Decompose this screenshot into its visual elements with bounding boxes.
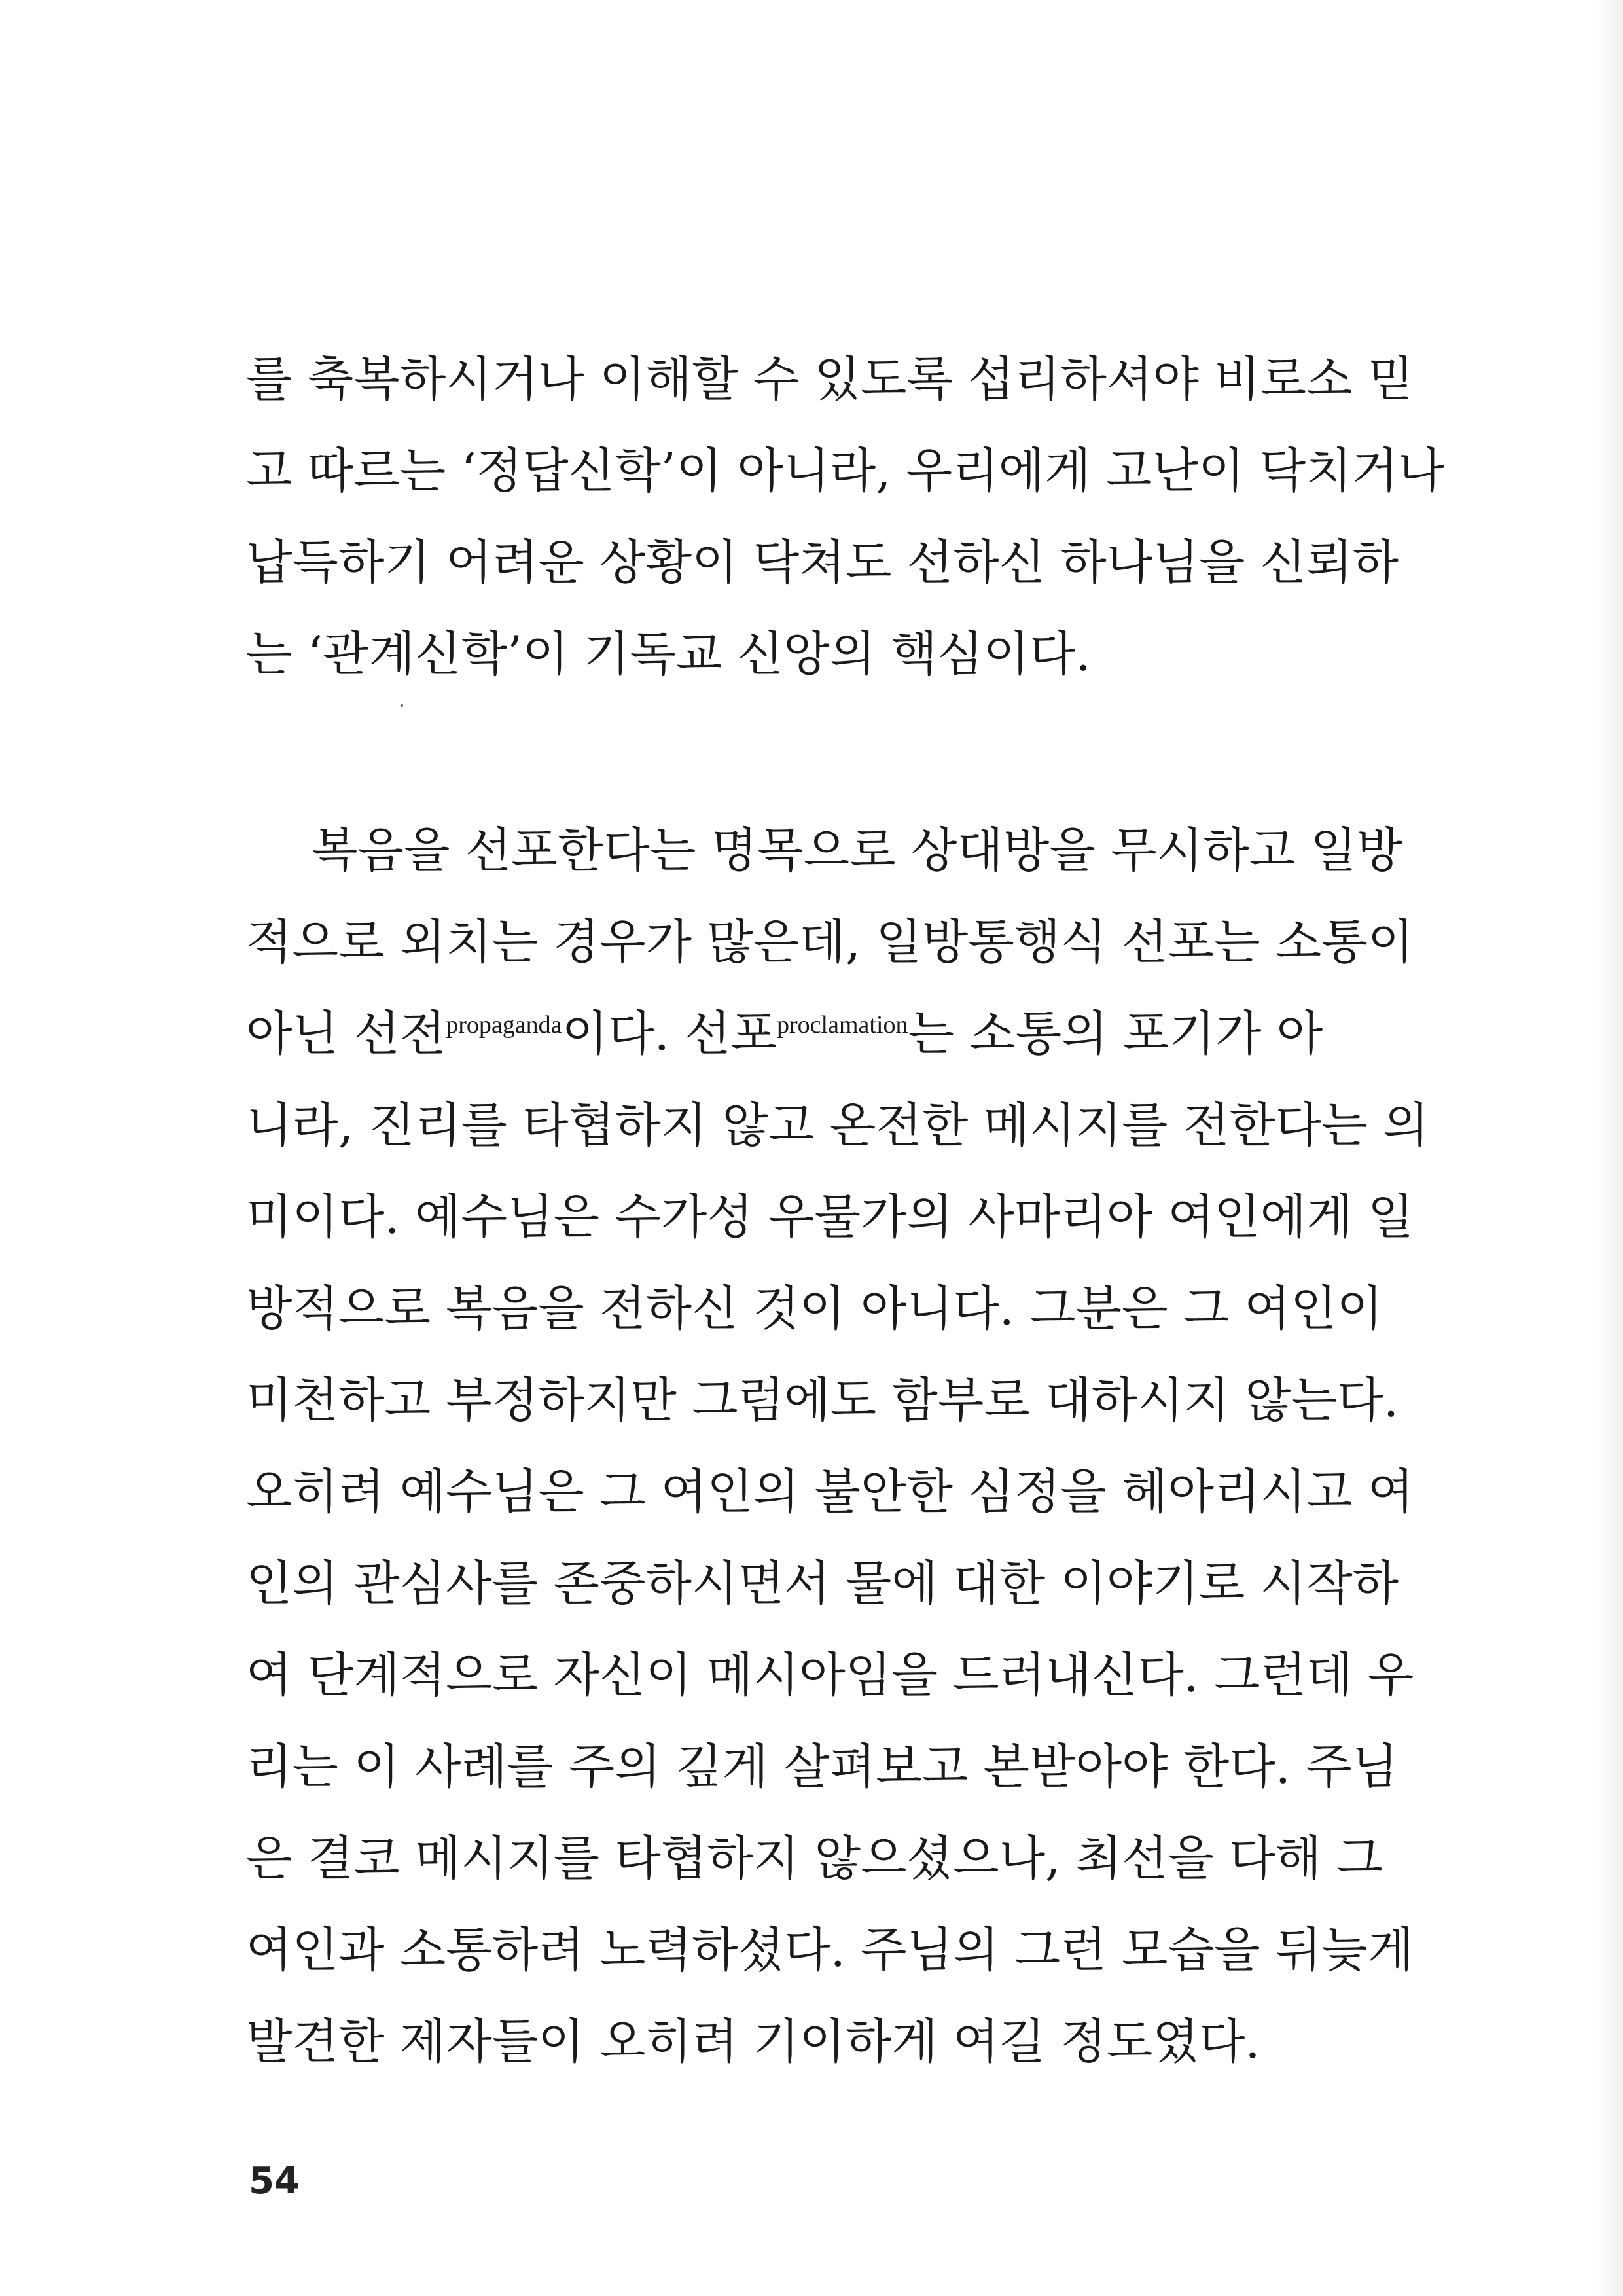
page-edge-shadow xyxy=(1597,0,1623,2296)
text-segment: 아닌 선전 xyxy=(246,1006,446,1062)
paragraph-2 xyxy=(246,805,1429,2088)
superscript-annotation: propaganda xyxy=(446,1011,562,1039)
text-line: 발견한 제자들이 오히려 기이하게 여길 정도였다. xyxy=(246,2014,1260,2070)
text-line: 오히려 예수님은 그 여인의 불안한 심정을 헤아리시고 여 xyxy=(246,1464,1414,1520)
text-line-with-annotations xyxy=(246,988,1418,1080)
superscript-annotation: proclamation xyxy=(777,1011,908,1039)
text-line: 여 단계적으로 자신이 메시아임을 드러내신다. 그런데 우 xyxy=(246,1647,1414,1703)
text-line: 은 결코 메시지를 타협하지 않으셨으나, 최선을 다해 그 xyxy=(246,1831,1383,1886)
text-line: 미천하고 부정하지만 그럼에도 함부로 대하시지 않는다. xyxy=(246,1372,1399,1428)
text-line: 니라, 진리를 타협하지 않고 온전한 메시지를 전한다는 의 xyxy=(246,1098,1429,1153)
text-line: 리는 이 사례를 주의 깊게 살펴보고 본받아야 한다. 주님 xyxy=(246,1739,1399,1795)
text-line: 는 ‘관계신학’이 기독교 신앙의 핵심이다. xyxy=(246,626,1091,682)
paper-speck xyxy=(401,704,403,707)
text-line: 인의 관심사를 존중하시면서 물에 대한 이야기로 시작하 xyxy=(246,1556,1399,1611)
text-line: 납득하기 어려운 상황이 닥쳐도 선하신 하나님을 신뢰하 xyxy=(246,535,1399,590)
text-line: 방적으로 복음을 전하신 것이 아니다. 그분은 그 여인이 xyxy=(246,1281,1383,1336)
text-line: 복음을 선포한다는 명목으로 상대방을 무시하고 일방 xyxy=(312,823,1403,878)
text-segment: 는 소통의 포기가 아 xyxy=(908,1006,1323,1062)
page-number: 54 xyxy=(249,2160,300,2202)
text-segment: 이다. 선포 xyxy=(562,1006,777,1062)
text-line: 여인과 소통하려 노력하셨다. 주님의 그런 모습을 뒤늦게 xyxy=(246,1922,1414,1978)
paragraph-1 xyxy=(246,334,1444,700)
text-line: 를 축복하시거나 이해할 수 있도록 섭리하셔야 비로소 믿 xyxy=(246,351,1414,407)
text-line: 미이다. 예수님은 수가성 우물가의 사마리아 여인에게 일 xyxy=(246,1189,1414,1245)
text-line: 고 따르는 ‘정답신학’이 아니라, 우리에게 고난이 닥치거나 xyxy=(246,443,1444,499)
text-line: 적으로 외치는 경우가 많은데, 일방통행식 선포는 소통이 xyxy=(246,914,1414,970)
